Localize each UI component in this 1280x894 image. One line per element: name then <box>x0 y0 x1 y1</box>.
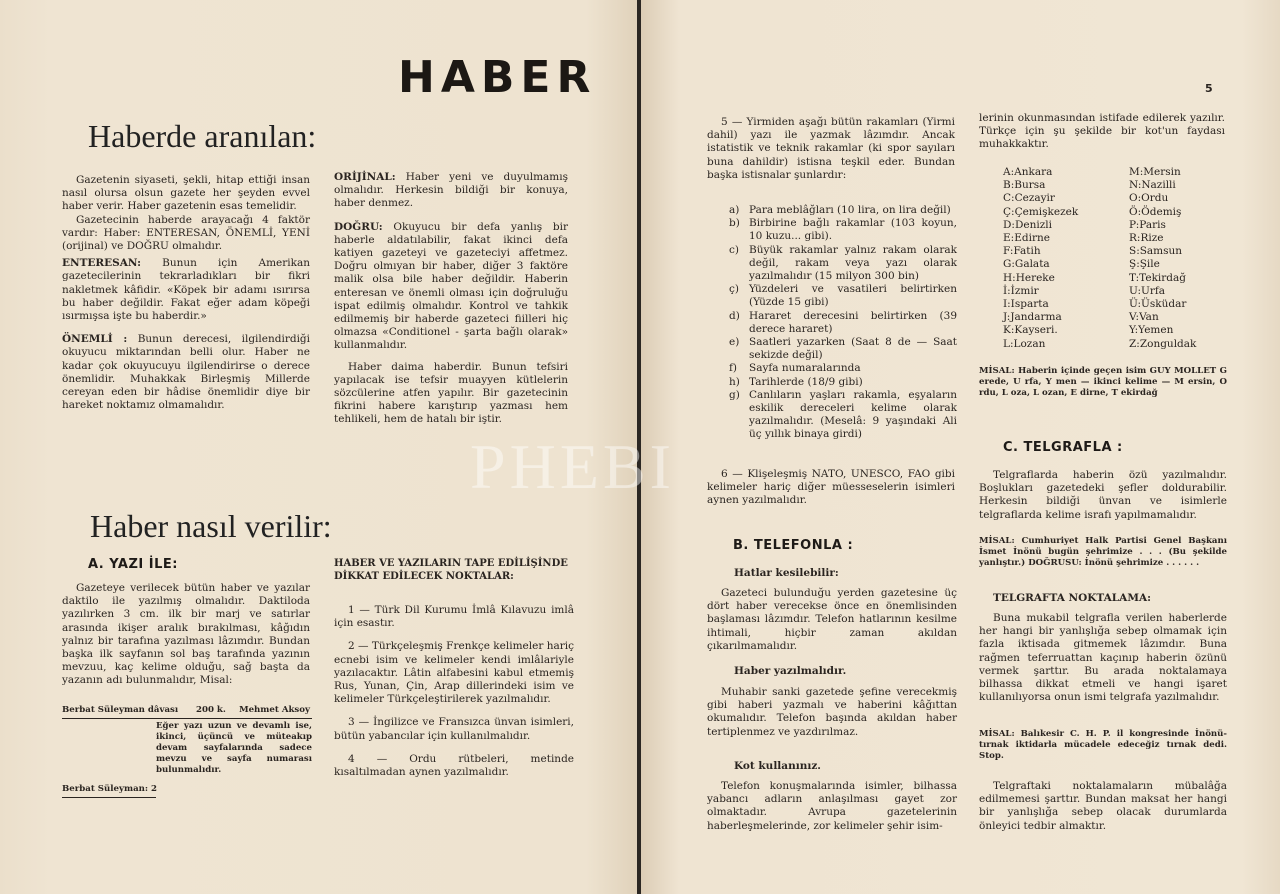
list-item: R:Rize <box>1129 232 1164 245</box>
cities-left <box>1003 166 1123 351</box>
list-item: A:Ankara <box>1003 166 1053 178</box>
list-text: Saatleri yazarken (Saat 8 de — Saat sekizde değil) <box>749 336 957 362</box>
list-item: K:Kayseri. <box>1003 324 1058 337</box>
list-item: Ş:Şile <box>1129 258 1160 271</box>
paragraph: Haber daima haberdir. Bunun tefsiri yapılacak ise tefsir muayyen kütlelerin sözcülerine atfen yapılır. Bir gazetecinin fikrini habere karıştırıp yazması hem tehlikeli, hem de hatalı bir iştir. <box>334 360 568 426</box>
heading-haber-nasil-verilir: Haber nasıl verilir: <box>90 508 332 544</box>
section-b-sub2: Haber yazılmalıdır. <box>734 665 847 677</box>
list-item: J:Jandarma <box>1003 311 1062 324</box>
example-footer: Berbat Süleyman: 2 <box>62 784 158 794</box>
list-item: O:Ordu <box>1129 192 1169 205</box>
list-item: Ü:Üsküdar <box>1129 298 1187 311</box>
list-item: İ:İzmir <box>1003 284 1039 297</box>
col2-intro <box>979 112 1225 152</box>
watermark: PHEBI <box>470 431 675 502</box>
list-letter: f) <box>729 362 737 375</box>
list-item: G:Galata <box>1003 258 1050 271</box>
example-footer-line <box>62 797 156 798</box>
paragraph: Gazeteye verilecek bütün haber ve yazılar daktilo ile yazılmış olmalıdır. Daktiloda yazılırken 3 cm. ilk bir marj ve satırlar arasında ikişer aralık bırakılması, kâğıdın yalnız bir tarafına yazılması lâzımdır. Bundan başka ilk sayfanın sol baş tarafında yazının mevzuu, kaç kelime olduğu, sağ başta da yazanın adı bulunmalıdır, Misal: <box>62 582 310 687</box>
list-item: L:Lozan <box>1003 337 1046 350</box>
misal-label: MİSAL: <box>979 366 1015 376</box>
rule-6 <box>707 468 955 508</box>
rules-title: HABER VE YAZILARIN TAPE EDİLİŞİNDE DİKKAT EDİLECEK NOKTALAR: <box>334 558 568 582</box>
section-a-heading: A. YAZI İLE: <box>88 557 178 572</box>
list-item: M:Mersin <box>1129 166 1181 178</box>
text-orijinal: Haber yeni ve duyulmamış olmalıdır. Herkesin bildiği bir konuya, haber denmez. <box>334 171 568 210</box>
paragraph: Buna mukabil telgrafla verilen haberlerde her hangi bir yanlışlığa sebep olmamak için fazla iktisada gitmemek lâzımdır. Buna rağmen teferruattan kaçınıp haberin özünü vermek şarttır. Bu arada noktalamaya bilhassa dikkat etmeli ve hangi işaret kullanılıyorsa onun ismi telgrafa yazılmalıdır. <box>979 612 1227 704</box>
list-item: H:Hereke <box>1003 271 1055 284</box>
paragraph: Gazetenin siyaseti, şekli, hitap ettiği insan nasıl olursa olsun gazete her şeyden evvel haber verir. Haber gazetenin esas temelidir. <box>62 174 310 213</box>
label-enteresan: ENTERESAN: <box>62 257 141 270</box>
list-item: V:Van <box>1129 311 1159 324</box>
list-item: N:Nazilli <box>1129 179 1176 192</box>
rules-list <box>334 604 574 779</box>
list-item: C:Cezayir <box>1003 192 1055 205</box>
list-item <box>729 244 957 284</box>
section-b-sub3: Kot kullanınız. <box>734 760 821 772</box>
list-item: Z:Zonguldak <box>1129 337 1197 350</box>
paragraph-orijinal <box>334 171 568 211</box>
list-text: Tarihlerde (18/9 gibi) <box>749 375 863 388</box>
list-text: Canlıların yaşları rakamla, eşyaların eskilik dereceleri kelime olarak yazılmalıdır. (Meselâ: 9 yaşındaki Ali üç yıllık binaya girdi) <box>749 388 957 441</box>
list-item <box>729 362 957 375</box>
label-onemli: ÖNEMLİ : <box>62 333 128 346</box>
rule-3: 3 — İngilizce ve Fransızca ünvan isimleri, bütün yabancılar için kullanılmalıdır. <box>334 716 574 742</box>
list-item <box>729 336 957 362</box>
rule-1: 1 — Türk Dil Kurumu İmlâ Kılavuzu imlâ için esastır. <box>334 604 574 630</box>
label-dogru: DOĞRU: <box>334 220 383 233</box>
heading-haberde-aranilan: Haberde aranılan: <box>88 118 317 154</box>
paragraph: Muhabir sanki gazetede şefine verecekmiş gibi haberi yazmalı ve haberini kâğıttan okumalıdır. Telefon başında akıldan haber tertiplenmez ve yazdırılmaz. <box>707 686 957 738</box>
example-subject: Berbat Süleyman dâvası <box>62 705 179 715</box>
col-left-top <box>62 174 310 412</box>
text-enteresan: Bunun için Amerikan gazetecilerinin tekrarladıkları bir fikri nakletmek kâfidir. «Köpek bir adamı ısırırsa bu haber değildir. Fakat eğer adam köpeği ısırmışsa işte bu haberdir.» <box>62 257 310 323</box>
rule-5-list <box>729 204 957 442</box>
list-item <box>729 310 957 336</box>
paragraph: Gazeteci bulunduğu yerden gazetesine üç dört haber verecekse önce en önemlisinden başlaması lâzımdır. Telefon hatlarının kesilme ihtimali, hiçbir zaman akıldan çıkarılmamalıdır. <box>707 587 957 652</box>
misal-label: MİSAL: <box>979 536 1015 546</box>
section-a-body <box>62 582 310 688</box>
paragraph: Gazetecinin haberde arayacağı 4 faktör vardır: Haber: ENTERESAN, ÖNEMLİ, YENİ (orijinal) ve DOĞRU olmalıdır. <box>62 213 310 253</box>
misal-2 <box>979 536 1227 569</box>
example-words: 200 k. <box>196 705 226 715</box>
misal-text: Haberin içinde geçen isim GUY MOLLET G erede, U rfa, Y men — ikinci kelime — M ersin, O rdu, L oza, L ozan, E dirne, T ekirdağ <box>979 366 1227 398</box>
rule-2: 2 — Türkçeleşmiş Frenkçe kelimeler hariç ecnebi isim ve kelimeler kendi imlâlariyle yazılacaktır. Lâtin alfabesini kabul etmemiş Rus, Yunan, Çin, Arap dillerindeki isim ve kelimeler Türkçeleştirilerek yazılmalıdır. <box>334 640 574 706</box>
list-letter: ç) <box>729 283 739 296</box>
list-text: Birbirine bağlı rakamlar (103 koyun, 10 kuzu... gibi). <box>749 217 957 243</box>
paragraph-enteresan <box>62 257 310 323</box>
rule-5-intro <box>707 116 955 182</box>
list-letter: e) <box>729 336 740 349</box>
list-text: Yüzdeleri ve vasatileri belirtirken (Yüzde 15 gibi) <box>749 283 957 309</box>
list-item: Ç:Çemişkezek <box>1003 205 1079 218</box>
section-c-p1 <box>979 469 1227 522</box>
section-b-heading: B. TELEFONLA : <box>733 538 854 553</box>
list-item <box>729 283 957 309</box>
section-c-p3 <box>979 780 1227 833</box>
misal-1 <box>979 366 1227 399</box>
paragraph: lerinin okunmasından istifade edilerek yazılır. Türkçe için şu şekilde bir kot'un faydası muhakkaktır. <box>979 112 1225 151</box>
list-item: I:Isparta <box>1003 298 1049 311</box>
text-dogru: Okuyucu bir defa yanlış bir haberle aldatılabilir, fakat ikinci defa katiyen gazeteyi ve gazeteciyi affetmez. Doğru olmıyan bir haber, diğer 3 faktöre malik olsa bile haber değildir. Haberin enteresan ve önemli olması için doğruluğu ispat edilmiş olmalıdır. Kontrol ve tahkik edilmemiş bir haberde gazeteci fiilleri hiç olmazsa «Conditionel - şarta bağlı olarak» kullanmalıdır. <box>334 220 568 352</box>
list-item: F:Fatih <box>1003 245 1041 258</box>
paragraph: 5 — Yirmiden aşağı bütün rakamları (Yirmi dahil) yazı ile yazmak lâzımdır. Ancak istatistik ve teknik rakamlar (ki spor sayıları buna dahildir) istisna teşkil eder. Bundan başka istisnalar şunlardır: <box>707 116 955 181</box>
example-author: Mehmet Aksoy <box>239 705 310 715</box>
section-c-p2 <box>979 612 1227 704</box>
list-letter: c) <box>729 243 739 256</box>
list-letter: h) <box>729 375 740 388</box>
list-item: E:Edirne <box>1003 232 1050 245</box>
list-item <box>729 376 957 389</box>
list-letter: a) <box>729 204 740 216</box>
misal-text: Cumhuriyet Halk Partisi Genel Başkanı İsmet İnönü bugün şehrimize . . . (Bu şekilde yanlıştır.) DOĞRUSU: İnönü şehrimize . . . . . . <box>979 536 1227 568</box>
list-letter: g) <box>729 388 740 401</box>
rule-4: 4 — Ordu rütbeleri, metinde kısaltılmadan aynen yazılmalıdır. <box>334 752 574 779</box>
paragraph-dogru <box>334 221 568 353</box>
misal-label: MİSAL: <box>979 729 1015 739</box>
right-page <box>641 0 1280 894</box>
list-item <box>729 389 957 442</box>
misal-text: Balıkesir C. H. P. il kongresinde İnönü-tırnak iktidarla mücadele edeceğiz tırnak dedi. Stop. <box>979 729 1227 761</box>
example-header <box>62 705 312 716</box>
paragraph: Telgraflarda haberin özü yazılmalıdır. Boşlukları gazetedeki şefler doldurabilir. Herkesin bildiği ünvan ve isimlerle telgraflarda kelime israfı yapılmamalıdır. <box>979 469 1227 521</box>
list-letter: d) <box>729 309 740 322</box>
page-title: HABER <box>398 52 597 103</box>
misal-3 <box>979 729 1227 762</box>
section-b-p1 <box>707 587 957 653</box>
section-c-sub: TELGRAFTA NOKTALAMA: <box>993 592 1151 604</box>
text-onemli: Bunun derecesi, ilgilendirdiği okuyucu miktarından belli olur. Haber ne kadar çok okuyucuyu ilgilendirirse o derece önemlidir. Muhakkak Birleşmiş Millerde cereyan eden bir hâdise önemlidir diye bir hareket noktamız olmamalıdır. <box>62 333 311 412</box>
list-item <box>729 204 957 217</box>
example-divider <box>62 718 312 719</box>
list-item: P:Paris <box>1129 218 1166 231</box>
list-text: Hararet derecesini belirtirken (39 derece hararet) <box>749 309 957 335</box>
list-item: T:Tekirdağ <box>1129 271 1187 284</box>
paragraph: Telgraftaki noktalamaların mübalâğa edilmemesi şarttır. Bundan maksat her hangi bir yanlışlığa sebep olacak durumlarda önleyici tedbir almaktır. <box>979 780 1227 832</box>
list-item: Ö:Ödemiş <box>1129 205 1182 218</box>
section-b-sub1: Hatlar kesilebilir: <box>734 567 839 579</box>
page-number: 5 <box>1205 82 1213 95</box>
col-right-top <box>334 171 568 427</box>
list-item: B:Bursa <box>1003 179 1046 192</box>
section-b-p3 <box>707 780 957 833</box>
list-text: Para meblâğları (10 lira, on lira değil) <box>749 204 951 216</box>
section-c-heading: C. TELGRAFLA : <box>1003 440 1123 455</box>
section-b-p2 <box>707 686 957 739</box>
list-item <box>729 217 957 243</box>
list-item: Y:Yemen <box>1129 324 1174 337</box>
label-orijinal: ORİJİNAL: <box>334 171 396 183</box>
paragraph: 6 — Klişeleşmiş NATO, UNESCO, FAO gibi kelimeler hariç diğer müesseselerin isimleri aynen yazılmalıdır. <box>707 468 955 507</box>
list-letter: b) <box>729 217 740 230</box>
paragraph-onemli <box>62 333 310 412</box>
list-item: S:Samsun <box>1129 245 1183 258</box>
example-note: Eğer yazı uzun ve devamlı ise, ikinci, üçüncü ve müteakıp devam sayfalarında sadece mevzu ve sayfa numarası bulunmalıdır. <box>156 721 312 775</box>
paragraph: Telefon konuşmalarında isimler, bilhassa yabancı adların anlaşılması gayet zor olmaktadır. Avrupa gazetelerinin haberleşmelerinde, zor kelimeler şehir isim- <box>707 780 957 832</box>
list-item: D:Denizli <box>1003 218 1052 231</box>
list-item: U:Urfa <box>1129 284 1166 297</box>
cities-right <box>1129 166 1239 351</box>
list-text: Sayfa numaralarında <box>749 362 861 375</box>
list-text: Büyük rakamlar yalnız rakam olarak değil, rakam veya yazı olarak yazılmalıdır (15 milyon 300 bin) <box>749 243 957 283</box>
